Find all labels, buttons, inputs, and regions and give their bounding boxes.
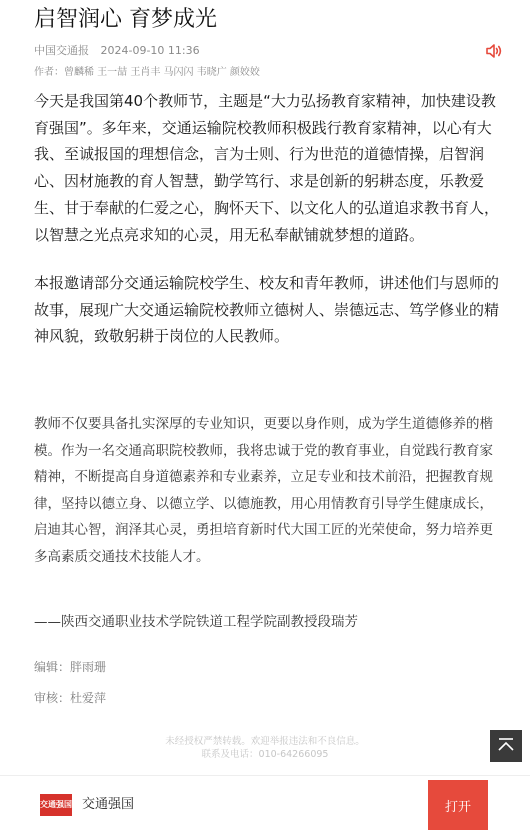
reviewer-credit: 审核：杜爱萍 <box>34 691 107 705</box>
back-to-top-button[interactable] <box>490 730 522 762</box>
editor-credit: 编辑：胖雨珊 <box>34 660 107 674</box>
contact-line: 联系及电话：010-64266095 <box>201 749 329 760</box>
publish-time: 2024-09-10 11:36 <box>100 44 200 57</box>
article-title: 启智润心 育梦成光 <box>34 7 217 32</box>
open-app-button[interactable]: 打开 <box>428 780 488 830</box>
app-logo: 交通强国 <box>40 794 72 816</box>
intro-paragraph: 今天是我国第40个教师节，主题是“大力弘扬教育家精神，加快建设教育强国”。多年来，交通运输院校教师积极践行教育家精神，以心有大我、至诚报国的理想信念，言为士则、行为世范的道德情操，启智润心、因材施教的育人智慧，勤学笃行、求是创新的躬耕态度，乐教爱生、甘于奉献的仁爱之心，胸怀天下、以文化人的弘道追求教书育人，以智慧之光点亮求知的心灵，用无私奉献铺就梦想的道路。 <box>34 92 500 244</box>
source-label: 中国交通报 <box>34 44 89 57</box>
copyright-line: 未经授权严禁转载。欢迎举报违法和不良信息。 <box>165 736 365 747</box>
copyright-notice <box>0 735 530 761</box>
article-meta <box>34 44 494 57</box>
arrow-up-to-top-icon <box>490 730 522 762</box>
quote-attribution: ——陕西交通职业技术学院铁道工程学院副教授段瑞芳 <box>34 614 358 630</box>
author-list: 作者：曾麟稀 王一喆 王肖丰 马闪闪 韦晓广 颜姣姣 <box>34 67 260 78</box>
teacher-quote: 教师不仅要具备扎实深厚的专业知识，更要以身作则，成为学生道德修养的楷模。作为一名交通高职院校教师，我将忠诚于党的教育事业，自觉践行教育家精神，不断提高自身道德素养和专业素养，立足专业和技术前沿，把握教育规律，坚持以德立身、以德立学、以德施教，用心用情教育引导学生健康成长，启迪其心智，润泽其心灵，勇担培育新时代大国工匠的光荣使命，努力培养更多高素质交通技术技能人才。 <box>34 416 493 565</box>
speaker-icon[interactable] <box>484 41 504 61</box>
app-name: 交通强国 <box>82 797 135 812</box>
open-app-bar <box>0 775 530 830</box>
invitation-paragraph: 本报邀请部分交通运输院校学生、校友和青年教师，讲述他们与恩师的故事，展现广大交通运输院校教师立德树人、崇德远志、笃学修业的精神风貌，致敬躬耕于岗位的人民教师。 <box>34 274 500 346</box>
